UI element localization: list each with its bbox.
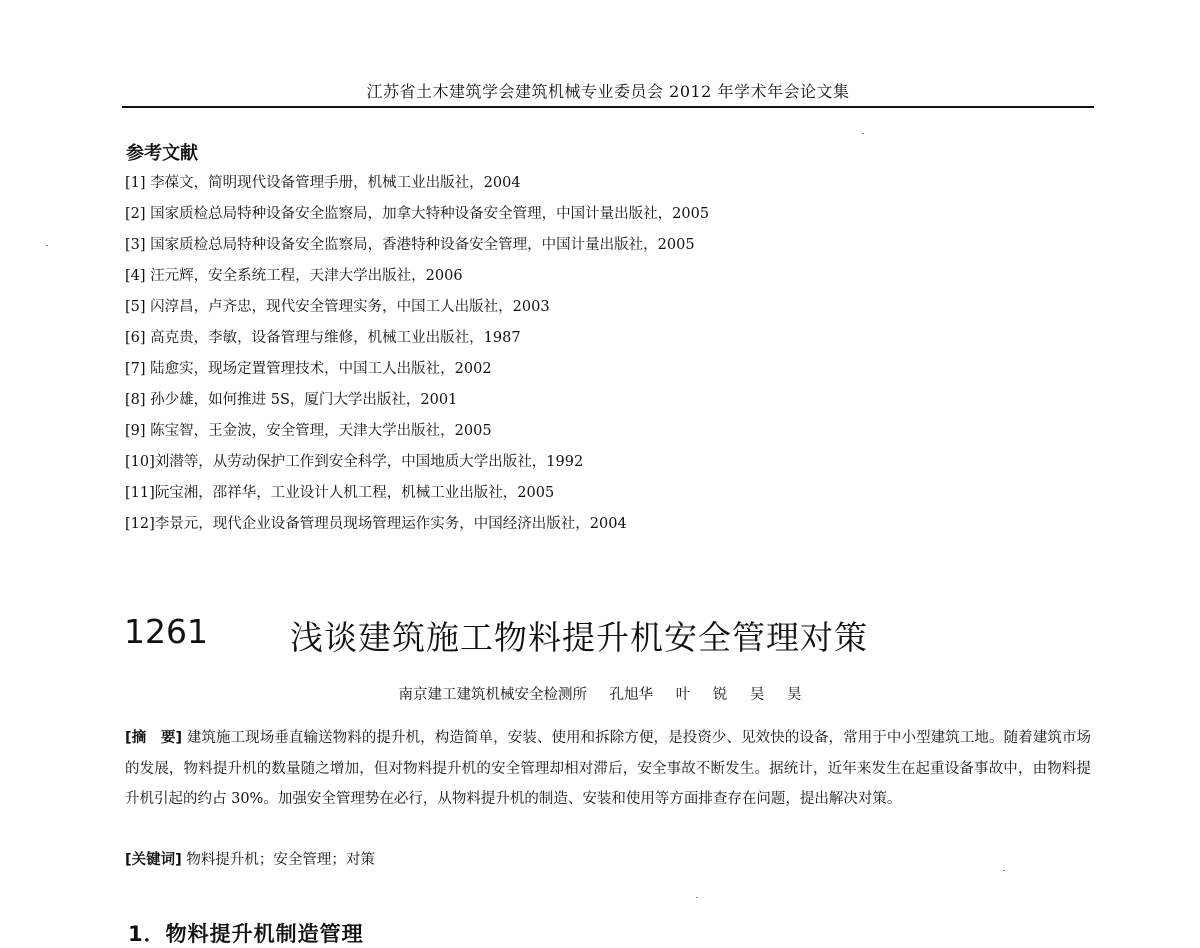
reference-item: [7] 陆愈实，现场定置管理技术，中国工人出版社，2002 (125, 361, 492, 377)
author-name: 锐 (712, 687, 728, 703)
section-heading: 1．物料提升机制造管理 (128, 922, 364, 946)
header-rule (122, 106, 1094, 108)
abstract-label: [摘 要] (125, 730, 183, 746)
reference-item: [5] 闪淳昌，卢齐忠，现代安全管理实务，中国工人出版社，2003 (125, 299, 550, 315)
abstract (125, 723, 1091, 815)
scan-speck (46, 245, 48, 246)
reference-item: [4] 汪元辉，安全系统工程，天津大学出版社，2006 (125, 268, 463, 284)
abstract-text: 建筑施工现场垂直输送物料的提升机，构造简单，安装、使用和拆除方便，是投资少、见效快的设备，常用于中小型建筑工地。随着建筑市场的发展，物料提升机的数量随之增加，但对物料提升机的安全管理却相对滞后，安全事故不断发生。据统计，近年来发生在起重设备事故中，由物料提升机引起的约占 30%。加强安全管理势在必行，从物料提升机的制造、安装和使用等方面排查存在问题，提出解决对策。 (125, 730, 1092, 807)
author-name: 昊 (787, 687, 802, 703)
keywords (125, 848, 375, 869)
paper-title: 浅谈建筑施工物料提升机安全管理对策 (290, 618, 868, 657)
reference-item: [1] 李葆文，简明现代设备管理手册，机械工业出版社，2004 (125, 175, 521, 191)
author-name: 吴 (749, 687, 765, 703)
running-head: 江苏省土木建筑学会建筑机械专业委员会 2012 年学术年会论文集 (366, 82, 850, 101)
reference-item: [2] 国家质检总局特种设备安全监察局，加拿大特种设备安全管理，中国计量出版社，2005 (125, 206, 710, 222)
scan-speck (862, 133, 864, 134)
reference-item: [6] 高克贵，李敏，设备管理与维修，机械工业出版社，1987 (125, 330, 521, 346)
reference-item: [8] 孙少雄，如何推进 5S，厦门大学出版社，2001 (125, 392, 458, 408)
keywords-text: 物料提升机；安全管理；对策 (186, 852, 375, 868)
byline (0, 683, 1200, 704)
reference-item: [10]刘潜等，从劳动保护工作到安全科学，中国地质大学出版社，1992 (125, 454, 584, 470)
scan-speck (1003, 870, 1005, 871)
reference-item: [12]李景元，现代企业设备管理员现场管理运作实务，中国经济出版社，2004 (125, 516, 627, 532)
keywords-label: [关键词] (125, 852, 182, 868)
reference-item: [11]阮宝湘，邵祥华，工业设计人机工程，机械工业出版社，2005 (125, 485, 555, 501)
affiliation: 南京建工建筑机械安全检测所 (398, 687, 587, 703)
paper-number: 1261 (124, 612, 208, 651)
reference-list (125, 170, 709, 542)
author-name: 孔旭华 (609, 687, 654, 703)
references-heading: 参考文献 (126, 143, 198, 164)
author-name: 叶 (675, 687, 691, 703)
reference-item: [3] 国家质检总局特种设备安全监察局，香港特种设备安全管理，中国计量出版社，2005 (125, 237, 695, 253)
scan-speck (696, 897, 698, 898)
reference-item: [9] 陈宝智，王金波，安全管理，天津大学出版社，2005 (125, 423, 492, 439)
